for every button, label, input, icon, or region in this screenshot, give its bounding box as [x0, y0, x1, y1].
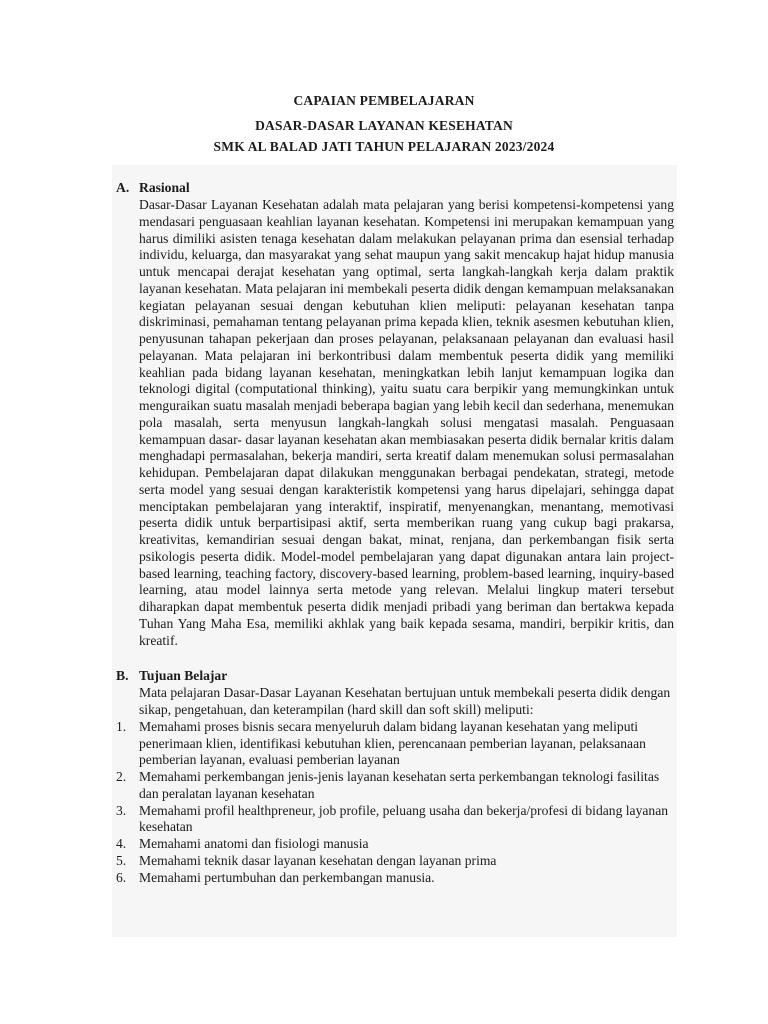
list-text: Memahami anatomi dan fisiologi manusia [139, 836, 369, 851]
section-rasional [116, 180, 674, 649]
document-title [0, 90, 768, 157]
list-number: 6. [116, 869, 127, 885]
section-title: Rasional [139, 180, 190, 195]
list-text: Memahami perkembangan jenis-jenis layanan kesehatan serta perkembangan teknologi fasilitas dan peralatan layanan kesehatan [139, 769, 660, 801]
title-line-2: DASAR-DASAR LAYANAN KESEHATAN [255, 118, 513, 133]
list-text: Memahami teknik dasar layanan kesehatan dengan layanan prima [139, 852, 497, 868]
tujuan-intro: Mata pelajaran Dasar-Dasar Layanan Kesehatan bertujuan untuk membekali peserta didik dengan sikap, pengetahuan, dan keterampilan (hard skill dan soft skill) meliputi: [139, 685, 671, 717]
list-item [116, 769, 674, 803]
section-heading [116, 668, 674, 685]
list-number: 4. [116, 836, 127, 851]
title-line-3: SMK AL BALAD JATI TAHUN PELAJARAN 2023/2024 [213, 139, 555, 154]
list-item [116, 836, 674, 853]
list-item [116, 870, 674, 887]
document-body [116, 180, 674, 886]
list-text: Memahami profil healthpreneur, job profile, peluang usaha dan bekerja/profesi di bidang layanan kesehatan [139, 802, 669, 835]
list-item [116, 803, 674, 837]
list-text: Memahami proses bisnis secara menyeluruh dalam bidang layanan kesehatan yang meliputi penerimaan klien, identifikasi kebutuhan klien, perencanaan pemberian layanan, pelaksanaan pemberian layanan, evaluasi pemberian layanan [139, 718, 646, 768]
list-item [116, 853, 674, 870]
list-number: 1. [116, 718, 127, 734]
list-number: 3. [116, 802, 127, 818]
section-heading [116, 180, 674, 197]
goals-list [116, 719, 674, 887]
section-letter: B. [116, 668, 129, 684]
section-tujuan-belajar [116, 668, 674, 886]
section-letter: A. [116, 180, 130, 195]
list-item [116, 719, 674, 769]
list-number: 5. [116, 852, 127, 868]
rasional-paragraph: Dasar-Dasar Layanan Kesehatan adalah mata pelajaran yang berisi kompetensi-kompetensi yang mendasari penguasaan keahlian layanan kesehatan. Kompetensi ini merupakan kemampuan yang harus dimiliki asisten tenaga kesehatan dalam melakukan pelayanan prima dan esensial terhadap individu, keluarga, dan masyarakat yang sehat maupun yang sakit mencakup hajat hidup manusia untuk mencapai derajat kesehatan yang optimal, serta langkah-langkah kerja dalam praktik layanan kesehatan. Mata pelajaran ini membekali peserta didik dengan kemampuan melaksanakan kegiatan pelayanan sesuai dengan kebutuhan klien meliputi: pelayanan kesehatan tanpa diskriminasi, pemahaman tentang pelayanan prima kepada klien, teknik asesmen kebutuhan klien, penyusunan tahapan pekerjaan dan proses pelayanan, pelaksanaan pelayanan dan evaluasi hasil pelayanan. Mata pelajaran ini berkontribusi dalam membentuk peserta didik yang memiliki keahlian pada bidang layanan kesehatan, meningkatkan lebih lanjut kemampuan logika dan teknologi digital (computational thinking), yaitu suatu cara berpikir yang memungkinkan untuk menguraikan suatu masalah menjadi beberapa bagian yang lebih kecil dan sederhana, menemukan pola masalah, serta menyusun langkah-langkah solusi mengatasi masalah. Penguasaan kemampuan dasar- dasar layanan kesehatan akan membiasakan peserta didik bernalar kritis dalam menghadapi permasalahan, bekerja mandiri, serta kreatif dalam menemukan solusi permasalahan kehidupan. Pembelajaran dapat dilakukan menggunakan berbagai pendekatan, strategi, metode serta model yang sesuai dengan karakteristik kompetensi yang harus dipelajari, sehingga dapat menciptakan pembelajaran yang interaktif, inspiratif, menyenangkan, menantang, memotivasi peserta didik untuk berpartisipasi aktif, serta memberikan ruang yang cukup bagi prakarsa, kreativitas, kemandirian sesuai dengan bakat, minat, renjana, dan perkembangan fisik serta psikologis peserta didik. Model-model pembelajaran yang dapat digunakan antara lain project-based learning, teaching factory, discovery-based learning, problem-based learning, inquiry-based learning, atau model lainnya serta metode yang relevan. Melalui lingkup materi tersebut diharapkan dapat membentuk peserta didik menjadi pribadi yang beriman dan bertakwa kepada Tuhan Yang Maha Esa, memiliki akhlak yang baik kepada sesama, mandiri, berpikir kritis, dan kreatif. [139, 197, 674, 648]
section-title: Tujuan Belajar [139, 668, 228, 684]
title-line-1: CAPAIAN PEMBELAJARAN [293, 93, 475, 108]
list-text: Memahami pertumbuhan dan perkembangan manusia. [139, 869, 435, 885]
list-number: 2. [116, 769, 127, 784]
